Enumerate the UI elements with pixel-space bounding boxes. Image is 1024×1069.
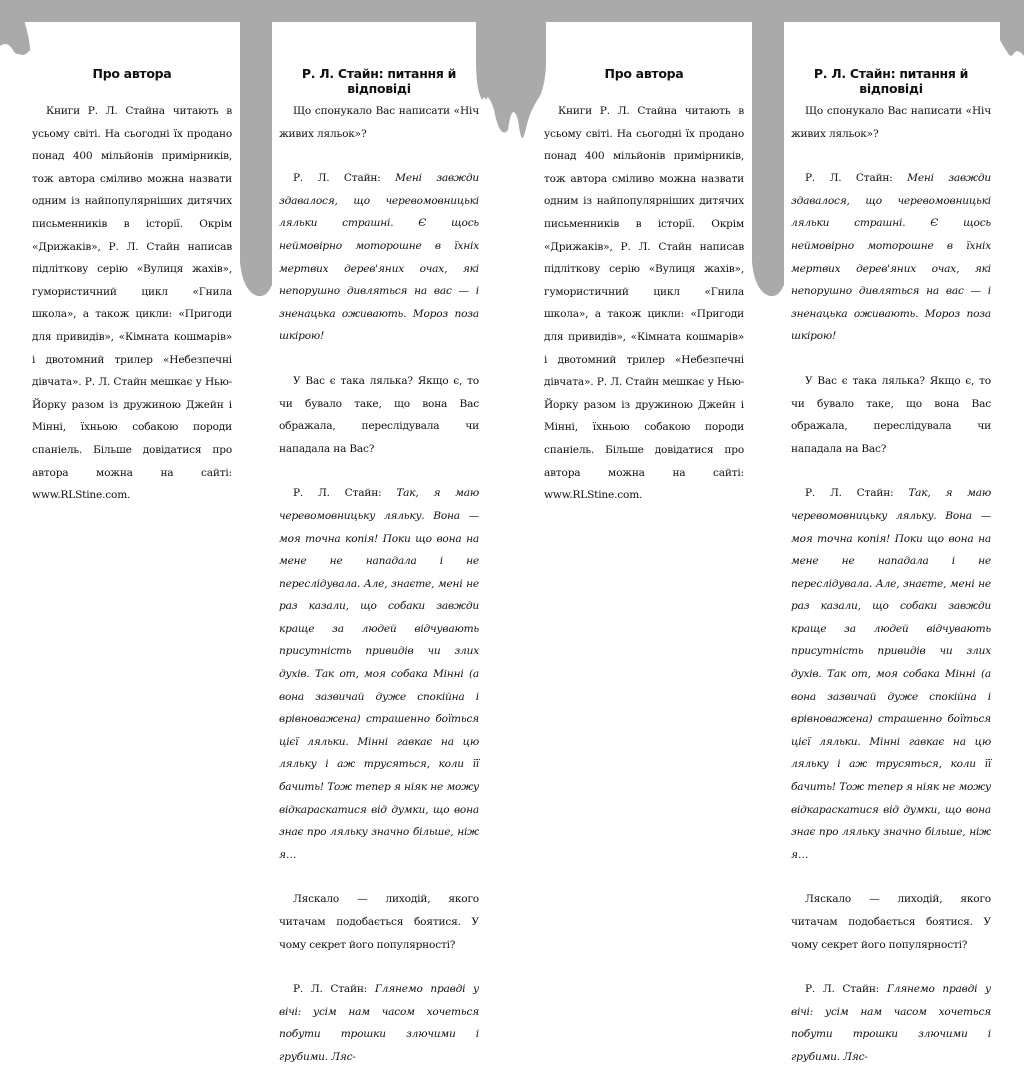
answer-speaker: Р. Л. Стайн: xyxy=(805,487,909,500)
qa-list xyxy=(791,100,991,1069)
question-paragraph: Ляскало — лиходій, якого читачам подобається боятися. У чому секрет його популярності? xyxy=(791,893,991,951)
paragraph-gap xyxy=(791,460,991,482)
paragraph-gap xyxy=(279,956,479,978)
answer-speaker: Р. Л. Стайн: xyxy=(805,172,908,185)
right-qa-page xyxy=(791,0,991,1063)
paragraph-gap xyxy=(791,348,991,370)
paragraph-gap xyxy=(791,956,991,978)
paragraph-gap xyxy=(791,866,991,888)
about-heading: Про автора xyxy=(92,66,172,81)
left-qa-page xyxy=(279,0,479,1063)
question-paragraph: Ляскало — лиходій, якого читачам подобається боятися. У чому секрет його популярності? xyxy=(279,893,479,951)
answer-speaker: Р. Л. Стайн: xyxy=(293,983,375,996)
right-about-page xyxy=(544,0,744,768)
answer-speaker: Р. Л. Стайн: xyxy=(805,983,887,996)
answer-paragraph xyxy=(279,482,479,866)
paragraph-gap xyxy=(279,460,479,482)
answer-text: Глянемо правді у вічі: усім нам часом хочеться побути трошки злючими і грубими. Ляс- xyxy=(791,983,991,1063)
answer-paragraph xyxy=(279,167,479,348)
question-paragraph: У Вас є така лялька? Якщо є, то чи бувало таке, що вона Вас ображала, переслідувала чи нападала на Вас? xyxy=(791,374,991,455)
about-paragraph: Книги Р. Л. Стайна читають в усьому світі. На сьогодні їх продано понад 400 мільйонів примірників, тож автора сміливо можна назвати одним із найпопулярніших дитячих письменників в історії. Окрім «Дрижаків», Р. Л. Стайн написав підліткову серію «Вулиця жахів», гумористичний цикл «Гнила школа», а також цикли: «Пригоди для привидів», «Кімната кошмарів» і двотомний трилер «Небезпечні дівчата». Р. Л. Стайн мешкає у Нью-Йорку разом із дружиною Джейн і Мінні, їхньою собакою породи спаніель. Більше довідатися про автора можна на сайті: www.RLStine.com. xyxy=(32,105,232,502)
answer-text: Мені завжди здавалося, що черевомовницькі ляльки страшні. Є щось неймовірно моторошне в їхніх мертвих дерев'яних очах, які непорушно дивляться на вас — і зненацька оживають. Мороз поза шкірою! xyxy=(279,172,479,343)
question-paragraph: У Вас є така лялька? Якщо є, то чи бувало таке, що вона Вас ображала, переслідувала чи нападала на Вас? xyxy=(279,374,479,455)
answer-paragraph xyxy=(791,167,991,348)
paragraph-gap xyxy=(791,145,991,167)
paragraph-gap xyxy=(279,145,479,167)
paragraph-gap xyxy=(279,348,479,370)
question-paragraph: Що спонукало Вас написати «Ніч живих ляльок»? xyxy=(791,105,991,140)
qa-heading: Р. Л. Стайн: питання й відповіді xyxy=(813,66,969,96)
answer-paragraph xyxy=(279,978,479,1068)
left-about-page xyxy=(32,0,232,768)
qa-list xyxy=(279,100,479,1069)
qa-heading: Р. Л. Стайн: питання й відповіді xyxy=(301,66,457,96)
answer-paragraph xyxy=(791,482,991,866)
answer-paragraph xyxy=(791,978,991,1068)
answer-speaker: Р. Л. Стайн: xyxy=(293,487,397,500)
answer-text: Так, я маю черевомовницьку ляльку. Вона — моя точна копія! Поки що вона на мене не нападала і не переслідувала. Але, знаєте, мені не раз казали, що собаки завжди краще за людей відчувають присутність привидів чи злих духів. Так от, моя собака Мінні (а вона зазвичай дуже спокійна і врівноважена) страшенно боїться цієї ляльки. Мінні гавкає на цю ляльку і аж трусяться, коли її бачить! Тож тепер я ніяк не можу відкараскатися від думки, що вона знає про ляльку значно більше, ніж я… xyxy=(279,487,479,861)
paragraph-gap xyxy=(279,866,479,888)
about-heading: Про автора xyxy=(604,66,684,81)
answer-speaker: Р. Л. Стайн: xyxy=(293,172,396,185)
question-paragraph: Що спонукало Вас написати «Ніч живих ляльок»? xyxy=(279,105,479,140)
answer-text: Мені завжди здавалося, що черевомовницькі ляльки страшні. Є щось неймовірно моторошне в їхніх мертвих дерев'яних очах, які непорушно дивляться на вас — і зненацька оживають. Мороз поза шкірою! xyxy=(791,172,991,343)
answer-text: Глянемо правді у вічі: усім нам часом хочеться побути трошки злючими і грубими. Ляс- xyxy=(279,983,479,1063)
answer-text: Так, я маю черевомовницьку ляльку. Вона — моя точна копія! Поки що вона на мене не нападала і не переслідувала. Але, знаєте, мені не раз казали, що собаки завжди краще за людей відчувають присутність привидів чи злих духів. Так от, моя собака Мінні (а вона зазвичай дуже спокійна і врівноважена) страшенно боїться цієї ляльки. Мінні гавкає на цю ляльку і аж трусяться, коли її бачить! Тож тепер я ніяк не можу відкараскатися від думки, що вона знає про ляльку значно більше, ніж я… xyxy=(791,487,991,861)
about-paragraph: Книги Р. Л. Стайна читають в усьому світі. На сьогодні їх продано понад 400 мільйонів примірників, тож автора сміливо можна назвати одним із найпопулярніших дитячих письменників в історії. Окрім «Дрижаків», Р. Л. Стайн написав підліткову серію «Вулиця жахів», гумористичний цикл «Гнила школа», а також цикли: «Пригоди для привидів», «Кімната кошмарів» і двотомний трилер «Небезпечні дівчата». Р. Л. Стайн мешкає у Нью-Йорку разом із дружиною Джейн і Мінні, їхньою собакою породи спаніель. Більше довідатися про автора можна на сайті: www.RLStine.com. xyxy=(544,105,744,502)
